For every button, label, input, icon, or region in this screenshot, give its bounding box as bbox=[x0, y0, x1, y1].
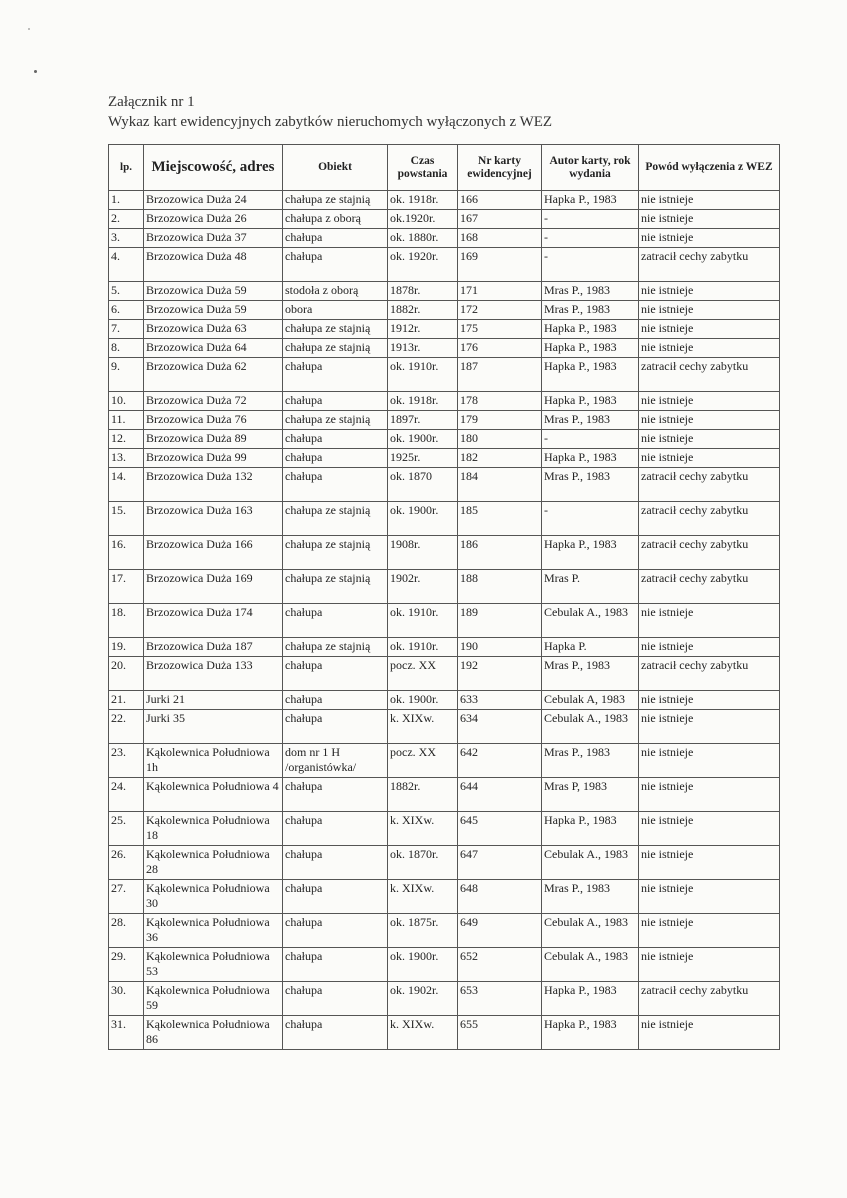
cell-lp: 20. bbox=[109, 657, 144, 691]
cell-card-no: 178 bbox=[458, 392, 542, 411]
cell-reason: nie istnieje bbox=[639, 320, 780, 339]
cell-address: Brzozowica Duża 89 bbox=[144, 430, 283, 449]
cell-author: Cebulak A., 1983 bbox=[542, 846, 639, 880]
cell-time: 1913r. bbox=[388, 339, 458, 358]
cell-lp: 11. bbox=[109, 411, 144, 430]
table-row bbox=[109, 468, 780, 502]
header-address: Miejscowość, adres bbox=[144, 145, 283, 191]
cell-reason: zatracił cechy zabytku bbox=[639, 536, 780, 570]
cell-address: Kąkolewnica Południowa 4 bbox=[144, 778, 283, 812]
cell-address: Brzozowica Duża 37 bbox=[144, 229, 283, 248]
cell-reason: nie istnieje bbox=[639, 1016, 780, 1050]
cell-object: chałupa bbox=[283, 358, 388, 392]
cell-reason: nie istnieje bbox=[639, 449, 780, 468]
cell-reason: nie istnieje bbox=[639, 880, 780, 914]
cell-object: chałupa ze stajnią bbox=[283, 570, 388, 604]
cell-card-no: 172 bbox=[458, 301, 542, 320]
cell-time: 1882r. bbox=[388, 778, 458, 812]
table-row bbox=[109, 812, 780, 846]
cell-lp: 30. bbox=[109, 982, 144, 1016]
cell-lp: 26. bbox=[109, 846, 144, 880]
table-row bbox=[109, 948, 780, 982]
cell-card-no: 633 bbox=[458, 691, 542, 710]
cell-card-no: 175 bbox=[458, 320, 542, 339]
cell-reason: zatracił cechy zabytku bbox=[639, 358, 780, 392]
cell-time: ok.1920r. bbox=[388, 210, 458, 229]
cell-author: Hapka P., 1983 bbox=[542, 392, 639, 411]
cell-object: chałupa bbox=[283, 468, 388, 502]
cell-author: Hapka P., 1983 bbox=[542, 812, 639, 846]
cell-address: Kąkolewnica Południowa 36 bbox=[144, 914, 283, 948]
cell-lp: 23. bbox=[109, 744, 144, 778]
cell-time: ok. 1875r. bbox=[388, 914, 458, 948]
cell-card-no: 190 bbox=[458, 638, 542, 657]
cell-card-no: 186 bbox=[458, 536, 542, 570]
table-row bbox=[109, 914, 780, 948]
cell-address: Jurki 21 bbox=[144, 691, 283, 710]
cell-time: 1902r. bbox=[388, 570, 458, 604]
cell-card-no: 644 bbox=[458, 778, 542, 812]
cell-card-no: 188 bbox=[458, 570, 542, 604]
table-row bbox=[109, 210, 780, 229]
cell-author: Mras P., 1983 bbox=[542, 657, 639, 691]
cell-card-no: 655 bbox=[458, 1016, 542, 1050]
cell-reason: nie istnieje bbox=[639, 691, 780, 710]
cell-address: Brzozowica Duża 132 bbox=[144, 468, 283, 502]
cell-time: pocz. XX bbox=[388, 657, 458, 691]
cell-time: 1925r. bbox=[388, 449, 458, 468]
cell-address: Brzozowica Duża 26 bbox=[144, 210, 283, 229]
cell-card-no: 642 bbox=[458, 744, 542, 778]
cell-time: ok. 1920r. bbox=[388, 248, 458, 282]
cell-address: Brzozowica Duża 72 bbox=[144, 392, 283, 411]
cell-card-no: 169 bbox=[458, 248, 542, 282]
table-row bbox=[109, 1016, 780, 1050]
cell-lp: 2. bbox=[109, 210, 144, 229]
table-row bbox=[109, 744, 780, 778]
cell-lp: 9. bbox=[109, 358, 144, 392]
cell-time: 1912r. bbox=[388, 320, 458, 339]
cell-lp: 3. bbox=[109, 229, 144, 248]
cell-object: chałupa bbox=[283, 657, 388, 691]
cell-card-no: 180 bbox=[458, 430, 542, 449]
cell-reason: nie istnieje bbox=[639, 604, 780, 638]
cell-object: chałupa bbox=[283, 982, 388, 1016]
cell-author: - bbox=[542, 502, 639, 536]
cell-reason: zatracił cechy zabytku bbox=[639, 248, 780, 282]
cell-card-no: 647 bbox=[458, 846, 542, 880]
cell-author: - bbox=[542, 248, 639, 282]
cell-lp: 5. bbox=[109, 282, 144, 301]
cell-card-no: 652 bbox=[458, 948, 542, 982]
cell-address: Brzozowica Duża 63 bbox=[144, 320, 283, 339]
cell-address: Kąkolewnica Południowa 28 bbox=[144, 846, 283, 880]
table-row bbox=[109, 880, 780, 914]
cell-author: Mras P., 1983 bbox=[542, 468, 639, 502]
cell-object: chałupa ze stajnią bbox=[283, 339, 388, 358]
cell-address: Kąkolewnica Południowa 53 bbox=[144, 948, 283, 982]
cell-card-no: 168 bbox=[458, 229, 542, 248]
cell-time: k. XIXw. bbox=[388, 812, 458, 846]
cell-object: stodoła z oborą bbox=[283, 282, 388, 301]
cell-card-no: 189 bbox=[458, 604, 542, 638]
cell-object: dom nr 1 H /organistówka/ bbox=[283, 744, 388, 778]
cell-address: Brzozowica Duża 163 bbox=[144, 502, 283, 536]
table-row bbox=[109, 248, 780, 282]
cell-object: chałupa ze stajnią bbox=[283, 638, 388, 657]
table-row bbox=[109, 191, 780, 210]
header-object: Obiekt bbox=[283, 145, 388, 191]
cell-card-no: 187 bbox=[458, 358, 542, 392]
cell-card-no: 653 bbox=[458, 982, 542, 1016]
cell-card-no: 167 bbox=[458, 210, 542, 229]
cell-lp: 12. bbox=[109, 430, 144, 449]
cell-time: ok. 1910r. bbox=[388, 604, 458, 638]
cell-author: Hapka P., 1983 bbox=[542, 358, 639, 392]
cell-reason: nie istnieje bbox=[639, 846, 780, 880]
cell-lp: 1. bbox=[109, 191, 144, 210]
cell-address: Kąkolewnica Południowa 1h bbox=[144, 744, 283, 778]
cell-card-no: 634 bbox=[458, 710, 542, 744]
cell-lp: 19. bbox=[109, 638, 144, 657]
cell-lp: 25. bbox=[109, 812, 144, 846]
cell-object: chałupa bbox=[283, 604, 388, 638]
cell-author: Mras P., 1983 bbox=[542, 282, 639, 301]
cell-author: Cebulak A., 1983 bbox=[542, 948, 639, 982]
cell-reason: nie istnieje bbox=[639, 229, 780, 248]
cell-address: Brzozowica Duża 133 bbox=[144, 657, 283, 691]
header-card-no: Nr karty ewidencyjnej bbox=[458, 145, 542, 191]
table-row bbox=[109, 778, 780, 812]
cell-object: chałupa bbox=[283, 430, 388, 449]
cell-time: 1897r. bbox=[388, 411, 458, 430]
cell-address: Brzozowica Duża 187 bbox=[144, 638, 283, 657]
header-author: Autor karty, rok wydania bbox=[542, 145, 639, 191]
cell-object: chałupa ze stajnią bbox=[283, 536, 388, 570]
cell-card-no: 166 bbox=[458, 191, 542, 210]
table-row bbox=[109, 638, 780, 657]
cell-address: Brzozowica Duża 48 bbox=[144, 248, 283, 282]
cell-time: ok. 1918r. bbox=[388, 191, 458, 210]
cell-reason: nie istnieje bbox=[639, 210, 780, 229]
cell-reason: nie istnieje bbox=[639, 392, 780, 411]
scan-speck bbox=[28, 28, 30, 30]
cell-author: Cebulak A., 1983 bbox=[542, 914, 639, 948]
cell-reason: nie istnieje bbox=[639, 339, 780, 358]
cell-card-no: 176 bbox=[458, 339, 542, 358]
cell-reason: nie istnieje bbox=[639, 812, 780, 846]
cell-time: ok. 1900r. bbox=[388, 948, 458, 982]
cell-reason: nie istnieje bbox=[639, 301, 780, 320]
cell-address: Kąkolewnica Południowa 30 bbox=[144, 880, 283, 914]
cell-author: Mras P., 1983 bbox=[542, 301, 639, 320]
cell-time: 1882r. bbox=[388, 301, 458, 320]
cell-author: Cebulak A, 1983 bbox=[542, 691, 639, 710]
cell-address: Brzozowica Duża 59 bbox=[144, 301, 283, 320]
cell-lp: 8. bbox=[109, 339, 144, 358]
table-row bbox=[109, 411, 780, 430]
cell-time: ok. 1910r. bbox=[388, 638, 458, 657]
cell-reason: zatracił cechy zabytku bbox=[639, 570, 780, 604]
cell-address: Brzozowica Duża 24 bbox=[144, 191, 283, 210]
cell-author: - bbox=[542, 229, 639, 248]
table-row bbox=[109, 301, 780, 320]
cell-reason: nie istnieje bbox=[639, 191, 780, 210]
cell-time: ok. 1900r. bbox=[388, 430, 458, 449]
table-row bbox=[109, 982, 780, 1016]
cell-object: chałupa bbox=[283, 248, 388, 282]
table-row bbox=[109, 657, 780, 691]
cell-object: chałupa z oborą bbox=[283, 210, 388, 229]
cell-address: Brzozowica Duża 76 bbox=[144, 411, 283, 430]
cell-author: Cebulak A., 1983 bbox=[542, 604, 639, 638]
cell-object: chałupa bbox=[283, 691, 388, 710]
cell-object: chałupa ze stajnią bbox=[283, 320, 388, 339]
cell-lp: 15. bbox=[109, 502, 144, 536]
cell-lp: 14. bbox=[109, 468, 144, 502]
cell-author: Hapka P., 1983 bbox=[542, 536, 639, 570]
cell-card-no: 648 bbox=[458, 880, 542, 914]
cell-lp: 7. bbox=[109, 320, 144, 339]
cell-object: chałupa bbox=[283, 812, 388, 846]
cell-time: k. XIXw. bbox=[388, 1016, 458, 1050]
cell-address: Brzozowica Duża 99 bbox=[144, 449, 283, 468]
cell-object: chałupa bbox=[283, 948, 388, 982]
cell-address: Brzozowica Duża 174 bbox=[144, 604, 283, 638]
cell-lp: 16. bbox=[109, 536, 144, 570]
table-row bbox=[109, 358, 780, 392]
table-row bbox=[109, 392, 780, 411]
cell-address: Kąkolewnica Południowa 86 bbox=[144, 1016, 283, 1050]
cell-object: chałupa bbox=[283, 710, 388, 744]
cell-reason: nie istnieje bbox=[639, 778, 780, 812]
cell-time: ok. 1918r. bbox=[388, 392, 458, 411]
table-row bbox=[109, 502, 780, 536]
cell-reason: nie istnieje bbox=[639, 430, 780, 449]
table-row bbox=[109, 339, 780, 358]
cell-lp: 21. bbox=[109, 691, 144, 710]
cell-time: ok. 1900r. bbox=[388, 502, 458, 536]
cell-object: chałupa ze stajnią bbox=[283, 411, 388, 430]
cell-address: Kąkolewnica Południowa 18 bbox=[144, 812, 283, 846]
cell-author: Hapka P., 1983 bbox=[542, 449, 639, 468]
header-lp: lp. bbox=[109, 145, 144, 191]
cell-lp: 10. bbox=[109, 392, 144, 411]
cell-author: Mras P, 1983 bbox=[542, 778, 639, 812]
list-title: Wykaz kart ewidencyjnych zabytków nieruchomych wyłączonych z WEZ bbox=[108, 114, 553, 130]
cell-author: Cebulak A., 1983 bbox=[542, 710, 639, 744]
cell-time: ok. 1910r. bbox=[388, 358, 458, 392]
cell-lp: 22. bbox=[109, 710, 144, 744]
cell-time: 1878r. bbox=[388, 282, 458, 301]
cell-lp: 24. bbox=[109, 778, 144, 812]
cell-reason: nie istnieje bbox=[639, 411, 780, 430]
cell-author: Mras P. bbox=[542, 570, 639, 604]
cell-author: Hapka P., 1983 bbox=[542, 320, 639, 339]
cell-author: - bbox=[542, 430, 639, 449]
cell-card-no: 645 bbox=[458, 812, 542, 846]
cell-author: Hapka P., 1983 bbox=[542, 191, 639, 210]
cell-time: k. XIXw. bbox=[388, 710, 458, 744]
cell-address: Jurki 35 bbox=[144, 710, 283, 744]
cell-card-no: 192 bbox=[458, 657, 542, 691]
cell-time: ok. 1902r. bbox=[388, 982, 458, 1016]
header-time: Czas powstania bbox=[388, 145, 458, 191]
cell-author: Mras P., 1983 bbox=[542, 411, 639, 430]
table-row bbox=[109, 430, 780, 449]
cell-card-no: 179 bbox=[458, 411, 542, 430]
cell-address: Brzozowica Duża 166 bbox=[144, 536, 283, 570]
cell-reason: zatracił cechy zabytku bbox=[639, 502, 780, 536]
register-table bbox=[108, 144, 780, 1050]
table-row bbox=[109, 320, 780, 339]
cell-author: Mras P., 1983 bbox=[542, 744, 639, 778]
table-row bbox=[109, 710, 780, 744]
cell-address: Brzozowica Duża 169 bbox=[144, 570, 283, 604]
cell-object: chałupa bbox=[283, 392, 388, 411]
cell-object: chałupa bbox=[283, 1016, 388, 1050]
cell-author: Hapka P., 1983 bbox=[542, 982, 639, 1016]
cell-reason: zatracił cechy zabytku bbox=[639, 468, 780, 502]
cell-object: chałupa bbox=[283, 846, 388, 880]
table-row bbox=[109, 536, 780, 570]
cell-lp: 6. bbox=[109, 301, 144, 320]
cell-card-no: 649 bbox=[458, 914, 542, 948]
cell-object: obora bbox=[283, 301, 388, 320]
cell-address: Brzozowica Duża 64 bbox=[144, 339, 283, 358]
cell-reason: zatracił cechy zabytku bbox=[639, 657, 780, 691]
cell-reason: nie istnieje bbox=[639, 744, 780, 778]
cell-object: chałupa ze stajnią bbox=[283, 502, 388, 536]
cell-lp: 4. bbox=[109, 248, 144, 282]
table-row bbox=[109, 604, 780, 638]
cell-reason: nie istnieje bbox=[639, 914, 780, 948]
table-row bbox=[109, 229, 780, 248]
cell-author: Hapka P., 1983 bbox=[542, 339, 639, 358]
cell-author: Hapka P. bbox=[542, 638, 639, 657]
cell-card-no: 182 bbox=[458, 449, 542, 468]
cell-lp: 18. bbox=[109, 604, 144, 638]
table-row bbox=[109, 449, 780, 468]
cell-author: Hapka P., 1983 bbox=[542, 1016, 639, 1050]
cell-lp: 27. bbox=[109, 880, 144, 914]
cell-time: ok. 1870 bbox=[388, 468, 458, 502]
table-row bbox=[109, 846, 780, 880]
cell-time: k. XIXw. bbox=[388, 880, 458, 914]
table-row bbox=[109, 570, 780, 604]
cell-object: chałupa bbox=[283, 914, 388, 948]
attachment-title: Załącznik nr 1 bbox=[108, 94, 195, 110]
cell-address: Kąkolewnica Południowa 59 bbox=[144, 982, 283, 1016]
cell-reason: zatracił cechy zabytku bbox=[639, 982, 780, 1016]
cell-address: Brzozowica Duża 59 bbox=[144, 282, 283, 301]
cell-reason: nie istnieje bbox=[639, 948, 780, 982]
scan-speck bbox=[34, 70, 37, 73]
cell-object: chałupa bbox=[283, 229, 388, 248]
cell-author: - bbox=[542, 210, 639, 229]
cell-time: pocz. XX bbox=[388, 744, 458, 778]
table-row bbox=[109, 691, 780, 710]
cell-time: ok. 1870r. bbox=[388, 846, 458, 880]
document-heading bbox=[108, 92, 552, 132]
cell-reason: nie istnieje bbox=[639, 710, 780, 744]
cell-object: chałupa bbox=[283, 449, 388, 468]
table-row bbox=[109, 282, 780, 301]
cell-time: 1908r. bbox=[388, 536, 458, 570]
cell-object: chałupa ze stajnią bbox=[283, 191, 388, 210]
table-header-row bbox=[109, 145, 780, 191]
cell-lp: 29. bbox=[109, 948, 144, 982]
cell-object: chałupa bbox=[283, 778, 388, 812]
header-reason: Powód wyłączenia z WEZ bbox=[639, 145, 780, 191]
cell-card-no: 184 bbox=[458, 468, 542, 502]
cell-author: Mras P., 1983 bbox=[542, 880, 639, 914]
cell-time: ok. 1900r. bbox=[388, 691, 458, 710]
cell-address: Brzozowica Duża 62 bbox=[144, 358, 283, 392]
cell-lp: 13. bbox=[109, 449, 144, 468]
cell-card-no: 171 bbox=[458, 282, 542, 301]
cell-reason: nie istnieje bbox=[639, 282, 780, 301]
cell-object: chałupa bbox=[283, 880, 388, 914]
cell-card-no: 185 bbox=[458, 502, 542, 536]
cell-time: ok. 1880r. bbox=[388, 229, 458, 248]
cell-reason: nie istnieje bbox=[639, 638, 780, 657]
cell-lp: 17. bbox=[109, 570, 144, 604]
cell-lp: 28. bbox=[109, 914, 144, 948]
cell-lp: 31. bbox=[109, 1016, 144, 1050]
